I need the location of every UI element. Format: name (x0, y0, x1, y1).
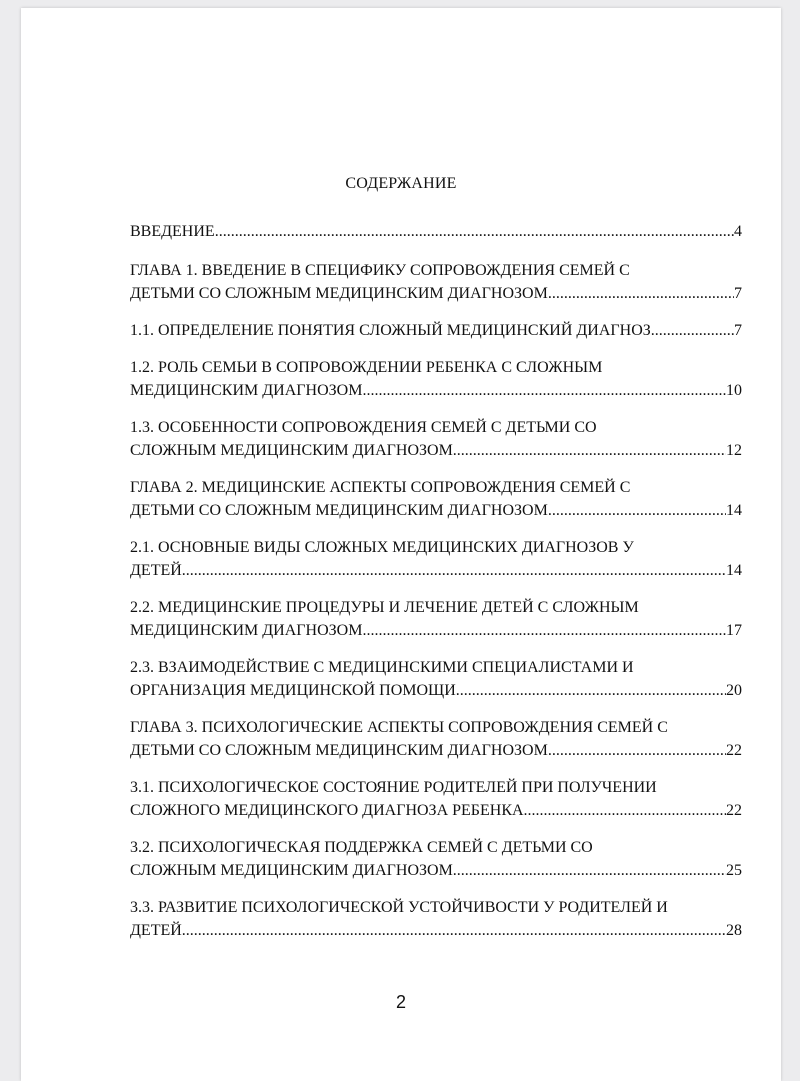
dot-leader (548, 739, 726, 762)
toc-entry[interactable] (130, 476, 742, 522)
toc-page-number: 7 (734, 285, 742, 302)
toc-page-number: 25 (726, 862, 742, 879)
toc-entry[interactable] (130, 356, 742, 402)
dot-leader (362, 619, 726, 642)
toc-page-number: 14 (726, 562, 742, 579)
toc-entry-row (130, 282, 742, 305)
toc-entry-text: ГЛАВА 2. МЕДИЦИНСКИЕ АСПЕКТЫ СОПРОВОЖДЕНИЯ СЕМЕЙ С (130, 479, 631, 496)
page-number: 2 (395, 992, 406, 1012)
document-page (21, 8, 781, 1081)
toc-entry-row (130, 439, 742, 462)
toc-page-number: 22 (726, 742, 742, 759)
toc-entry-text: 1.3. ОСОБЕННОСТИ СОПРОВОЖДЕНИЯ СЕМЕЙ С ДЕТЬМИ СО (130, 419, 597, 436)
toc-entry-text: 3.2. ПСИХОЛОГИЧЕСКАЯ ПОДДЕРЖКА СЕМЕЙ С ДЕТЬМИ СО (130, 839, 593, 856)
dot-leader (548, 499, 726, 522)
toc-page-number: 12 (726, 442, 742, 459)
toc-entry[interactable] (130, 716, 742, 762)
dot-leader (182, 919, 726, 942)
toc-entry[interactable] (130, 596, 742, 642)
dot-leader (215, 220, 734, 243)
dot-leader (362, 379, 726, 402)
toc-entry[interactable] (130, 220, 742, 243)
toc-entry-text: ГЛАВА 3. ПСИХОЛОГИЧЕСКИЕ АСПЕКТЫ СОПРОВОЖДЕНИЯ СЕМЕЙ С (130, 719, 668, 736)
toc-list (130, 220, 742, 956)
toc-page-number: 17 (726, 622, 742, 639)
toc-entry-row (130, 739, 742, 762)
toc-entry[interactable] (130, 319, 742, 342)
toc-entry-text: 2.3. ВЗАИМОДЕЙСТВИЕ С МЕДИЦИНСКИМИ СПЕЦИАЛИСТАМИ И (130, 659, 634, 676)
dot-leader (453, 859, 726, 882)
toc-entry-row (130, 859, 742, 882)
toc-page-number: 28 (726, 922, 742, 939)
toc-entry-text: 1.2. РОЛЬ СЕМЬИ В СОПРОВОЖДЕНИИ РЕБЕНКА С СЛОЖНЫМ (130, 359, 603, 376)
toc-page-number: 20 (726, 682, 742, 699)
toc-entry-text: ДЕТЬМИ СО СЛОЖНЫМ МЕДИЦИНСКИМ ДИАГНОЗОМ (130, 285, 548, 302)
toc-entry-text: ОРГАНИЗАЦИЯ МЕДИЦИНСКОЙ ПОМОЩИ (130, 682, 456, 699)
toc-entry[interactable] (130, 536, 742, 582)
toc-entry-row (130, 559, 742, 582)
toc-entry-row (130, 379, 742, 402)
toc-entry-text: СЛОЖНЫМ МЕДИЦИНСКИМ ДИАГНОЗОМ (130, 442, 453, 459)
dot-leader (182, 559, 726, 582)
dot-leader (524, 799, 726, 822)
toc-entry-text: ДЕТЕЙ (130, 922, 182, 939)
toc-page-number: 4 (734, 223, 742, 240)
toc-entry[interactable] (130, 416, 742, 462)
dot-leader (456, 679, 726, 702)
toc-page-number: 10 (726, 382, 742, 399)
toc-entry-row (130, 220, 742, 243)
toc-entry-text: МЕДИЦИНСКИМ ДИАГНОЗОМ (130, 622, 363, 639)
toc-entry[interactable] (130, 836, 742, 882)
dot-leader (548, 282, 734, 305)
toc-entry-row (130, 799, 742, 822)
toc-entry[interactable] (130, 776, 742, 822)
toc-entry-text: ДЕТЬМИ СО СЛОЖНЫМ МЕДИЦИНСКИМ ДИАГНОЗОМ (130, 742, 548, 759)
toc-entry-text: ДЕТЕЙ (130, 562, 182, 579)
toc-entry[interactable] (130, 259, 742, 305)
dot-leader (453, 439, 726, 462)
toc-entry-text: МЕДИЦИНСКИМ ДИАГНОЗОМ (130, 382, 363, 399)
toc-entry-text: ГЛАВА 1. ВВЕДЕНИЕ В СПЕЦИФИКУ СОПРОВОЖДЕНИЯ СЕМЕЙ С (130, 262, 630, 279)
toc-entry-text: ВВЕДЕНИЕ (130, 223, 215, 240)
toc-page-number: 7 (734, 322, 742, 339)
toc-page-number: 22 (726, 802, 742, 819)
toc-page-number: 14 (726, 502, 742, 519)
toc-entry[interactable] (130, 896, 742, 942)
toc-entry-text: СЛОЖНОГО МЕДИЦИНСКОГО ДИАГНОЗА РЕБЕНКА (130, 802, 524, 819)
toc-entry-row (130, 619, 742, 642)
toc-entry-text: 3.1. ПСИХОЛОГИЧЕСКОЕ СОСТОЯНИЕ РОДИТЕЛЕЙ ПРИ ПОЛУЧЕНИИ (130, 779, 657, 796)
toc-entry-text: 2.1. ОСНОВНЫЕ ВИДЫ СЛОЖНЫХ МЕДИЦИНСКИХ ДИАГНОЗОВ У (130, 539, 634, 556)
toc-entry-text: ДЕТЬМИ СО СЛОЖНЫМ МЕДИЦИНСКИМ ДИАГНОЗОМ (130, 502, 548, 519)
toc-entry-row (130, 499, 742, 522)
toc-entry-text: 2.2. МЕДИЦИНСКИЕ ПРОЦЕДУРЫ И ЛЕЧЕНИЕ ДЕТЕЙ С СЛОЖНЫМ (130, 599, 639, 616)
toc-entry-row (130, 919, 742, 942)
toc-entry-row (130, 679, 742, 702)
dot-leader (651, 319, 734, 342)
toc-title: СОДЕРЖАНИЕ (345, 175, 457, 192)
toc-entry-text: СЛОЖНЫМ МЕДИЦИНСКИМ ДИАГНОЗОМ (130, 862, 453, 879)
toc-entry-text: 3.3. РАЗВИТИЕ ПСИХОЛОГИЧЕСКОЙ УСТОЙЧИВОСТИ У РОДИТЕЛЕЙ И (130, 899, 668, 916)
toc-entry-row (130, 319, 742, 342)
toc-entry-text: 1.1. ОПРЕДЕЛЕНИЕ ПОНЯТИЯ СЛОЖНЫЙ МЕДИЦИНСКИЙ ДИАГНОЗ (130, 322, 651, 339)
toc-entry[interactable] (130, 656, 742, 702)
